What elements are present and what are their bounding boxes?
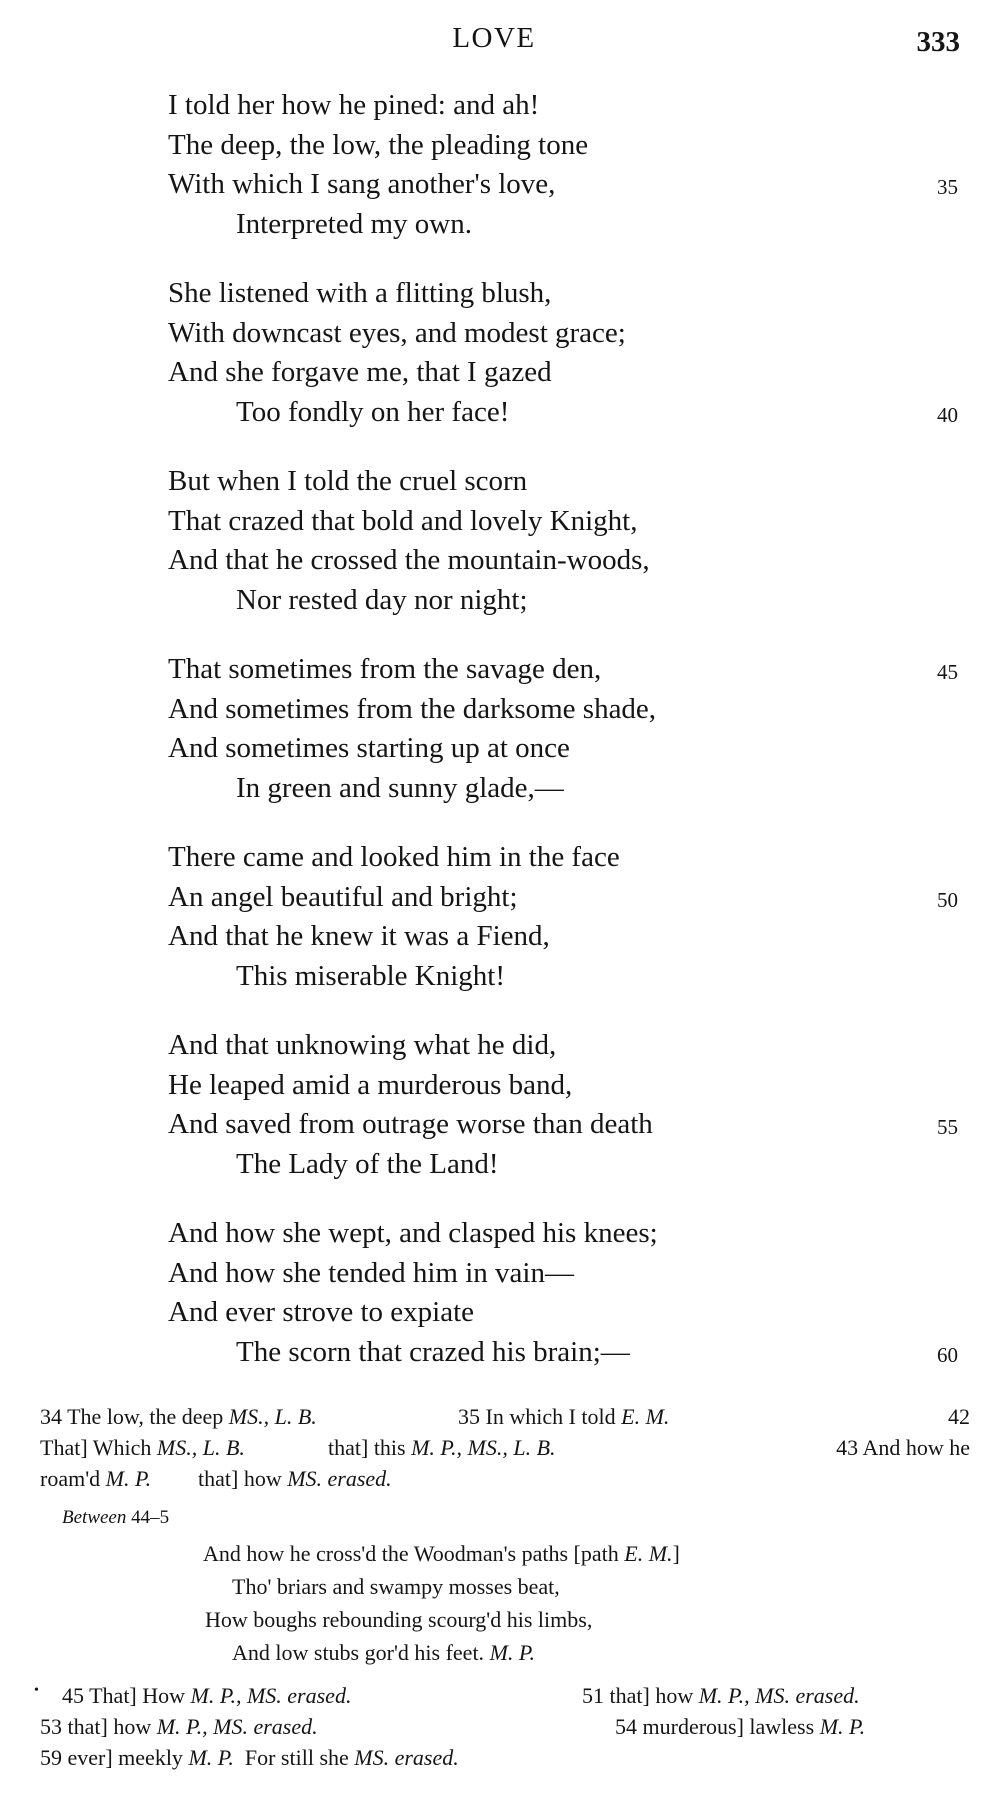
poem-line: [168, 314, 958, 354]
note-35: 35 In which I told E. M.: [458, 1404, 670, 1429]
variant-quote: [40, 1537, 970, 1669]
poem-line: [168, 1293, 958, 1333]
note-row: [40, 1404, 970, 1435]
note-42-number: 42: [948, 1404, 970, 1429]
poem-line: [168, 729, 958, 769]
note-53: 53 that] how M. P., MS. erased.: [40, 1714, 318, 1739]
poem-line-text: And saved from outrage worse than death: [168, 1108, 653, 1140]
note-row: [40, 1745, 970, 1776]
poem-line: [168, 353, 958, 393]
quote-line: Tho' briars and swampy mosses beat,: [232, 1574, 560, 1599]
poem-line: [168, 1026, 958, 1066]
note-42b: that] this M. P., MS., L. B.: [328, 1435, 556, 1460]
poem-line: [168, 502, 958, 542]
poem-line: [168, 86, 958, 126]
line-number: 35: [937, 175, 958, 199]
poem-line-text: In green and sunny glade,—: [236, 771, 564, 804]
poem-line-text: She listened with a flitting blush,: [168, 277, 552, 309]
note-42a: That] Which MS., L. B.: [40, 1435, 245, 1460]
poem-line: [168, 957, 958, 997]
note-51: 51 that] how M. P., MS. erased.: [582, 1683, 860, 1708]
stanza: [168, 650, 958, 808]
poem-line-text: With downcast eyes, and modest grace;: [168, 316, 626, 349]
poem-line-text: I told her how he pined: and ah!: [168, 89, 540, 121]
poem-line-text: The deep, the low, the pleading tone: [168, 128, 589, 161]
page-number: 333: [916, 26, 960, 58]
stanza: [168, 1026, 958, 1184]
poem-line: [168, 274, 958, 314]
poem-line-text: Nor rested day nor night;: [236, 583, 528, 616]
poem-line: [168, 393, 958, 433]
poem-line: [168, 1145, 958, 1185]
line-number: 50: [937, 887, 958, 912]
poem-line-text: And ever strove to expiate: [168, 1296, 475, 1328]
poem-line: [168, 165, 958, 205]
poem-line: [168, 581, 958, 621]
poem-line: [168, 462, 958, 502]
poem-line: [168, 1105, 958, 1145]
poem-line-text: And sometimes from the darksome shade,: [168, 692, 657, 725]
stanza: [168, 274, 958, 432]
poem-line-text: And that he crossed the mountain-woods,: [168, 544, 650, 576]
note-59: 59 ever] meekly M. P. For still she MS. erased.: [40, 1745, 459, 1770]
margin-dot: •: [34, 1683, 39, 1698]
note-34: 34 The low, the deep MS., L. B.: [40, 1404, 317, 1429]
note-43b: roam'd M. P.: [40, 1466, 152, 1491]
note-row: [40, 1466, 970, 1497]
poem-line-text: Interpreted my own.: [236, 207, 472, 240]
textual-notes: [34, 1404, 970, 1776]
poem-line-text: And how she tended him in vain—: [168, 1256, 574, 1289]
poem-line-text: That sometimes from the savage den,: [168, 653, 602, 685]
line-number: 40: [937, 402, 958, 427]
poem-line-text: And that he knew it was a Fiend,: [168, 920, 550, 952]
line-number: 55: [937, 1115, 958, 1139]
stanza: [168, 86, 958, 244]
note-row: [34, 1683, 970, 1714]
poem-line-text: And that unknowing what he did,: [168, 1029, 557, 1061]
line-number: 60: [937, 1342, 958, 1367]
poem-text: [168, 86, 958, 1402]
poem-line: [168, 205, 958, 245]
poem-line-text: He leaped amid a murderous band,: [168, 1068, 573, 1101]
poem-line-text: An angel beautiful and bright;: [168, 880, 518, 913]
note-row: [40, 1714, 970, 1745]
poem-line-text: Too fondly on her face!: [236, 395, 510, 428]
poem-line: [168, 1214, 958, 1254]
poem-line: [168, 126, 958, 166]
poem-line: [168, 1254, 958, 1294]
poem-line: [168, 769, 958, 809]
poem-line: [168, 1066, 958, 1106]
poem-line: [168, 838, 958, 878]
note-43: 43 And how he: [836, 1435, 970, 1460]
quote-line: How boughs rebounding scourg'd his limbs,: [205, 1607, 593, 1632]
poem-line-text: The Lady of the Land!: [236, 1147, 499, 1180]
poem-line-text: And how she wept, and clasped his knees;: [168, 1217, 658, 1249]
note-45: 45 That] How M. P., MS. erased.: [62, 1683, 352, 1708]
note-43c: that] how MS. erased.: [198, 1466, 392, 1491]
poem-line: [168, 878, 958, 918]
poem-line-text: And she forgave me, that I gazed: [168, 356, 552, 388]
line-number: 45: [937, 660, 958, 684]
quote-line: And low stubs gor'd his feet. M. P.: [232, 1640, 535, 1665]
poem-line-text: With which I sang another's love,: [168, 168, 556, 200]
poem-line: [168, 1333, 958, 1373]
note-54: 54 murderous] lawless M. P.: [615, 1714, 866, 1739]
stanza: [168, 462, 958, 620]
running-title: LOVE: [452, 22, 536, 54]
poem-line: [168, 690, 958, 730]
poem-line-text: That crazed that bold and lovely Knight,: [168, 504, 638, 537]
poem-line-text: But when I told the cruel scorn: [168, 465, 528, 497]
poem-line-text: This miserable Knight!: [236, 959, 506, 992]
between-label: Between 44–5: [62, 1507, 170, 1528]
stanza: [168, 838, 958, 996]
poem-line: [168, 541, 958, 581]
stanza: [168, 1214, 958, 1372]
poem-line-text: There came and looked him in the face: [168, 841, 620, 873]
quote-line: And how he cross'd the Woodman's paths [path E. M.]: [203, 1541, 680, 1566]
poem-line-text: The scorn that crazed his brain;—: [236, 1335, 630, 1368]
note-row: [40, 1435, 970, 1466]
poem-line: [168, 917, 958, 957]
poem-line: [168, 650, 958, 690]
poem-line-text: And sometimes starting up at once: [168, 732, 570, 764]
